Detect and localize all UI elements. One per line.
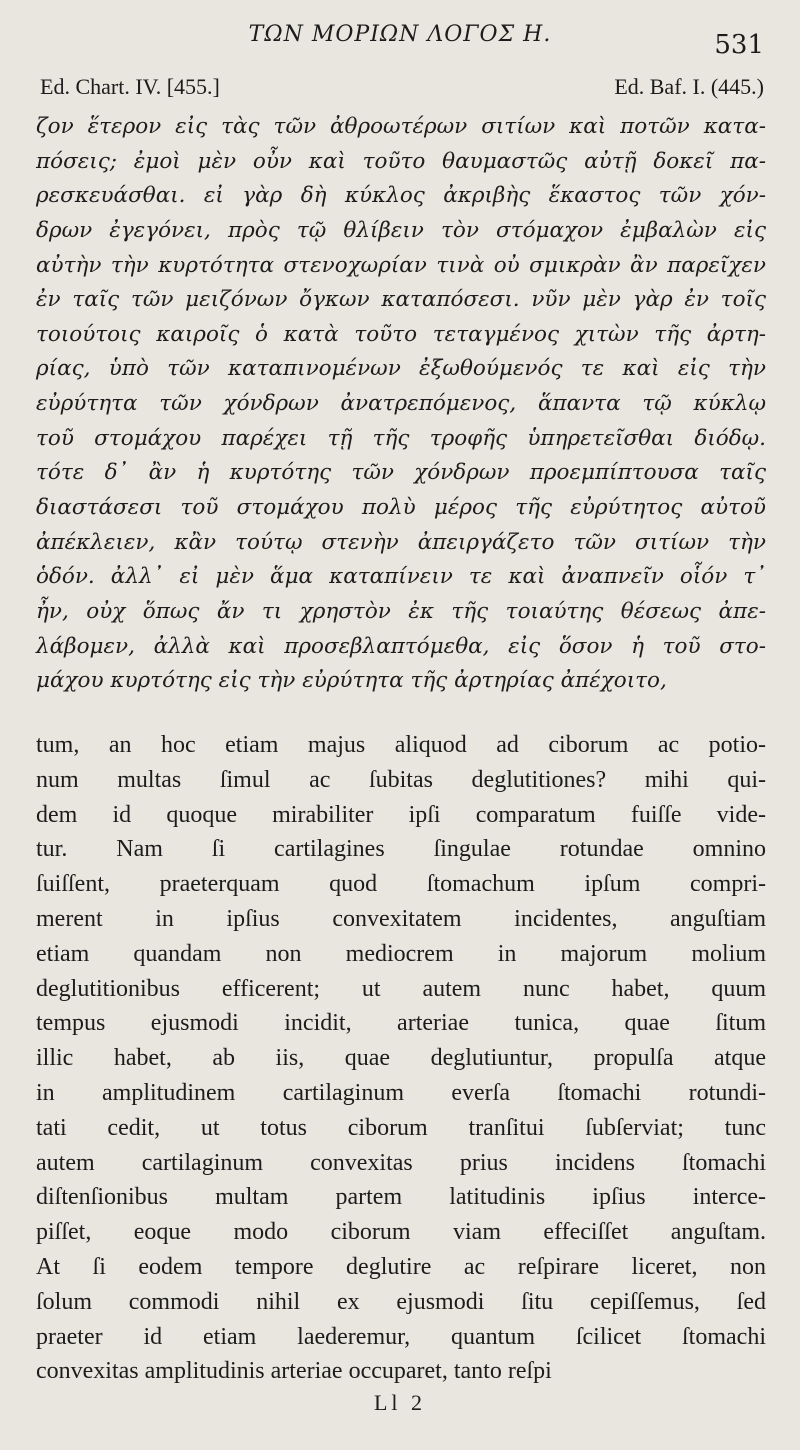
greek-text-line: λάβομεν, ἀλλὰ καὶ προσεβλαπτόμεθα, εἰς ὅσον ἡ τοῦ στο- [36,633,766,659]
greek-text-line: ὁδόν. ἀλλ᾽ εἰ μὲν ἅμα καταπίνειν τε καὶ ἀναπνεῖν οἷόν τ᾽ [36,564,766,590]
latin-text-line: convexitas amplitudinis arteriae occuparet, tanto reſpi [36,1358,552,1385]
latin-text-line: diſtenſionibus multam partem latitudinis ipſius interce- [36,1184,766,1211]
edition-reference-right: Ed. Baf. I. (445.) [614,74,764,99]
greek-text-line: τοιούτοις καιροῖς ὁ κατὰ τοῦτο τεταγμένος χιτὼν τῆς ἀρτη- [36,321,766,347]
greek-text-line: εὐρύτητα τῶν χόνδρων ἀνατρεπόμενος, ἅπαντα τῷ κύκλῳ [36,391,766,417]
greek-text-line: ἦν, οὐχ ὅπως ἄν τι χρηστὸν ἐκ τῆς τοιαύτης θέσεως ἀπε- [36,598,766,624]
greek-text-line: μάχου κυρτότης εἰς τὴν εὐρύτητα τῆς ἀρτηρίας ἀπέχοιτο, [36,668,667,694]
edition-reference-left: Ed. Chart. IV. [455.] [40,74,220,99]
latin-text-line: praeter id etiam laederemur, quantum ſcilicet ſtomachi [36,1323,766,1350]
greek-text-line: διαστάσεσι τοῦ στομάχου πολὺ μέρος τῆς εὐρύτητος αὐτοῦ [36,495,766,521]
greek-text-line: τοῦ στομάχου παρέχει τῇ τῆς τροφῆς ὑπηρετεῖσθαι διόδῳ. [36,425,766,451]
greek-text-line: δρων ἐγεγόνει, πρὸς τῷ θλίβειν τὸν στόμαχον ἐμβαλὼν εἰς [36,217,766,243]
latin-text-line: illic habet, ab iis, quae deglutiuntur, propulſa atque [36,1045,766,1072]
latin-text-block [36,728,766,1389]
latin-text-line: deglutitionibus efficerent; ut autem nunc habet, quum [36,975,766,1002]
latin-text-line: tempus ejusmodi incidit, arteriae tunica, quae ſitum [36,1010,766,1037]
latin-text-line: ſolum commodi nihil ex ejusmodi ſitu cepiſſemus, ſed [36,1288,766,1315]
greek-text-line: ζον ἕτερον εἰς τὰς τῶν ἀθροωτέρων σιτίων καὶ ποτῶν κατα- [36,114,766,139]
latin-text-line: autem cartilaginum convexitas prius incidens ſtomachi [36,1149,766,1176]
greek-text-line: ἐν ταῖς τῶν μειζόνων ὄγκων καταπόσεσι. νῦν μὲν γὰρ ἐν τοῖς [36,287,766,313]
latin-text-line: in amplitudinem cartilaginum everſa ſtomachi rotundi- [36,1079,766,1106]
greek-text-line: τότε δ᾽ ἂν ἡ κυρτότης τῶν χόνδρων προεμπίπτουσα ταῖς [36,460,766,486]
latin-text-line: tum, an hoc etiam majus aliquod ad ciborum ac potio- [36,732,766,758]
greek-text-line: ρίας, ὑπὸ τῶν καταπινομένων ἐξωθούμενός τε καὶ εἰς τὴν [36,356,766,382]
latin-text-line: merent in ipſius convexitatem incidentes, anguſtiam [36,905,766,932]
latin-text-line: tati cedit, ut totus ciborum tranſitui ſubſerviat; tunc [36,1114,766,1141]
greek-text-block [36,110,766,699]
latin-text-line: piſſet, eoque modo ciborum viam effeciſſet anguſtam. [36,1219,766,1246]
latin-text-line: dem id quoque mirabiliter ipſi comparatum fuiſſe vide- [36,801,766,828]
greek-text-line: ἀπέκλειεν, κἂν τούτῳ στενὴν ἀπειργάζετο τῶν σιτίων τὴν [36,529,766,555]
latin-text-line: At ſi eodem tempore deglutire ac reſpirare liceret, non [36,1253,766,1280]
greek-text-line: πόσεις; ἐμοὶ μὲν οὖν καὶ τοῦτο θαυμαστῶς αὐτῇ δοκεῖ πα- [36,148,766,174]
latin-text-line: etiam quandam non mediocrem in majorum molium [36,940,766,967]
greek-text-line: ρεσκευάσθαι. εἰ γὰρ δὴ κύκλος ἀκριβὴς ἕκαστος τῶν χόν- [36,183,766,209]
greek-text-line: αὐτὴν τὴν κυρτότητα στενοχωρίαν τινὰ οὐ σμικρὰν ἂν παρεῖχεν [36,252,766,278]
page-number: 531 [714,30,764,60]
latin-text-line: ſuiſſent, praeterquam quod ſtomachum ipſum compri- [36,871,766,898]
signature-mark: Ll 2 [373,1390,427,1415]
latin-text-line: tur. Nam ſi cartilagines ſingulae rotundae omnino [36,836,766,863]
latin-text-line: num multas ſimul ac ſubitas deglutitiones? mihi qui- [36,766,766,793]
running-title: ΤΩΝ ΜΟΡΙΩΝ ΛΟΓΟΣ Η. [248,22,552,47]
